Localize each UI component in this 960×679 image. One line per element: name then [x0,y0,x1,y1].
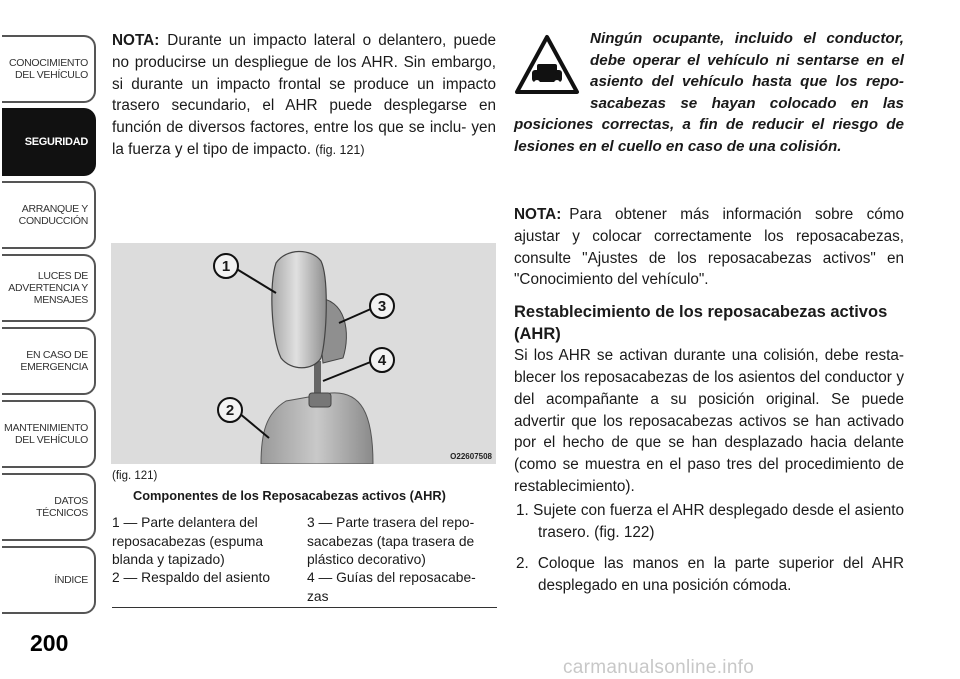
right-nota-label: NOTA: [514,206,562,223]
step-1: 1. Sujete con fuerza el AHR desplegado desde el asiento trasero. (fig. 122) [516,501,904,541]
section-title: Restablecimiento de los reposacabezas activos (AHR) [514,303,888,344]
figure-caption: Componentes de los Reposacabezas activos (AHR) [133,488,446,503]
warning-triangle-icon [514,34,580,96]
right-nota-paragraph [514,204,904,291]
callout-1: 1 [213,253,239,279]
figure-code: O22607508 [450,452,492,461]
legend-divider [112,607,497,608]
right-nota-text: Para obtener más información sobre cómo ajustar y colocar correctamente los reposacabezas, consulte "Ajustes de los reposacabezas activos" en "Conocimiento del vehículo". [514,206,904,289]
legend-item-1: 1 — Parte delantera del reposacabezas (espuma blanda y tapizado) [112,515,264,567]
headrest-figure [111,243,496,464]
right-column [514,204,904,597]
tab-conocimiento-del-vehiculo[interactable]: CONOCIMIENTO DEL VEHÍCULO [2,35,96,103]
tab-seguridad[interactable]: SEGURIDAD [2,108,96,176]
tab-arranque-y-conduccion[interactable]: ARRANQUE Y CONDUCCIÓN [2,181,96,249]
tab-datos-tecnicos[interactable]: DATOS TÉCNICOS [2,473,96,541]
warning-text: Ningún ocupante, incluido el conductor, debe operar el vehículo ni sentarse en el asiento del vehículo hasta que los repo- sacabezas se hayan colocado en las posiciones correctas, a fin de reducir el riesgo de lesiones en el cuello en caso de una colisión. [514,30,904,155]
callout-3: 3 [369,293,395,319]
callout-4: 4 [369,347,395,373]
steps-list [514,500,904,597]
legend-item-3: 3 — Parte trasera del repo- sacabezas (tapa trasera de plástico decorativo) [307,515,475,567]
left-column [112,30,496,162]
tab-mantenimiento-del-vehiculo[interactable]: MANTENIMIENTO DEL VEHÍCULO [2,400,96,468]
page-number: 200 [30,630,69,656]
fig-ref-inline[interactable]: (fig. 121) [315,142,365,157]
callout-2: 2 [217,397,243,423]
nota-text: Durante un impacto lateral o delantero, puede no producirse un despliegue de los AHR. Sin embargo, si durante un impacto frontal se produce un impacto trasero secundario, el AHR puede desplegarse en función de diversos factores, entre los que se inclu- yen la fuerza y el tipo de impacto. [112,32,496,158]
figure-ref: (fig. 121) [112,470,158,482]
warning-block [514,28,904,157]
tab-indice[interactable]: ÍNDICE [2,546,96,614]
nota-paragraph [112,30,496,162]
legend-item-2: 2 — Respaldo del asiento [112,570,270,585]
step-2: 2. Coloque las manos en la parte superior del AHR desplegado en una posición cómoda. [516,555,904,595]
nota-label: NOTA: [112,32,160,49]
headrest-illustration [111,243,496,464]
reset-paragraph: Si los AHR se activan durante una colisión, debe resta- blecer los reposacabezas de los asientos del conductor y del acompañante a su posición original. Se puede advertir que los reposacabezas activos se han activado por el hecho de que se han desplazado hacia delante (como se muestra en el paso tres del procedimiento de restablecimiento). [514,347,904,495]
watermark: carmanualsonline.info [563,657,755,678]
legend-item-4: 4 — Guías del reposacabe- zas [307,570,476,604]
tab-luces-de-advertencia[interactable]: LUCES DE ADVERTENCIA Y MENSAJES [2,254,96,322]
tab-en-caso-de-emergencia[interactable]: EN CASO DE EMERGENCIA [2,327,96,395]
